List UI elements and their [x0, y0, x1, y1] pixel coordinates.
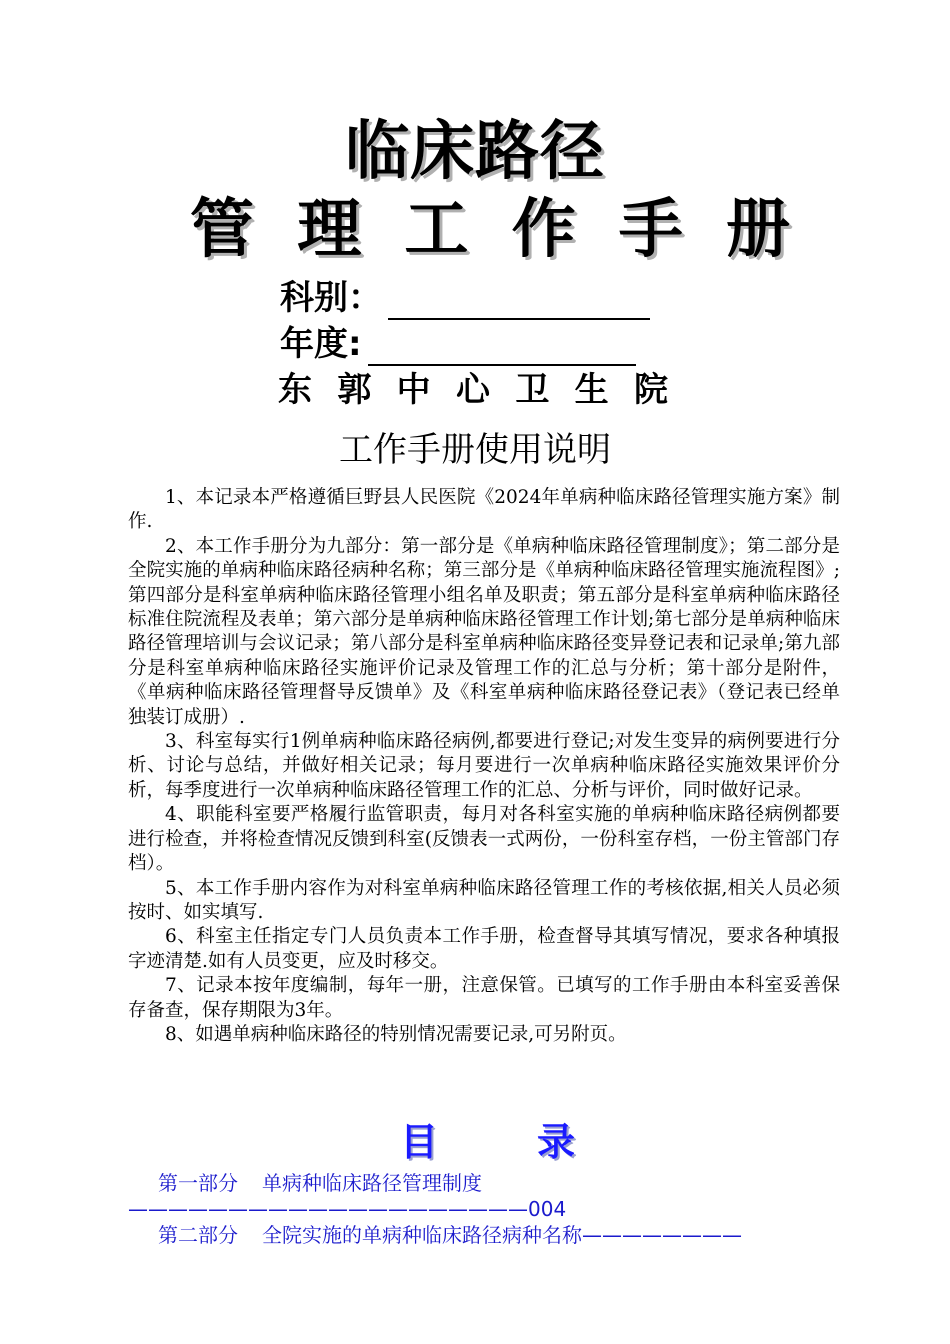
instruction-paragraph: 3、科室每实行1例单病种临床路径病例,都要进行登记;对发生变异的病例要进行分析、讨论与总结，并做好相关记录；每月要进行一次单病种临床路径实施效果评价分析，每季度进行一次单病种临床路径管理工作的汇总、分析与评价，同时做好记录。: [128, 731, 840, 801]
toc-item[interactable]: [128, 1170, 840, 1222]
year-blank-line[interactable]: [368, 330, 636, 366]
year-label: 年度:: [280, 324, 362, 364]
toc-page: 004: [528, 1197, 567, 1221]
cover-title-line2: [190, 190, 790, 270]
toc-item[interactable]: [128, 1222, 840, 1248]
hospital-char: 郭: [337, 370, 372, 410]
title-char: 工: [404, 193, 469, 267]
toc-title: [400, 1118, 575, 1166]
department-label: 科别：: [280, 278, 382, 318]
toc-name: 全院实施的单病种临床路径病种名称: [262, 1223, 582, 1247]
instruction-paragraph: 7、记录本按年度编制，每年一册，注意保管。已填写的工作手册由本科室妥善保存备查，保存期限为3年。: [128, 975, 840, 1021]
instruction-paragraph: 6、科室主任指定专门人员负责本工作手册，检查督导其填写情况，要求各种填报字迹清楚.如有人员变更，应及时移交。: [128, 926, 840, 972]
department-field: [280, 276, 650, 320]
hospital-char: 心: [455, 370, 490, 410]
instructions-body: [128, 486, 840, 1047]
department-blank-line[interactable]: [388, 284, 650, 320]
toc-part: 第一部分: [158, 1171, 238, 1195]
instruction-paragraph: 1、本记录本严格遵循巨野县人民医院《2024年单病种临床路径管理实施方案》制作.: [128, 487, 840, 533]
table-of-contents: [128, 1170, 840, 1248]
year-field: [280, 322, 636, 366]
toc-name: 单病种临床路径管理制度: [262, 1171, 482, 1195]
toc-part: 第二部分: [158, 1223, 238, 1247]
toc-leader: ————————: [582, 1223, 742, 1247]
title-char: 管: [190, 193, 254, 267]
hospital-char: 东: [278, 370, 312, 410]
instruction-paragraph: 8、如遇单病种临床路径的特别情况需要记录,可另附页。: [165, 1023, 627, 1045]
instruction-paragraph: 5、本工作手册内容作为对科室单病种临床路径管理工作的考核依据,相关人员必须按时、如实填写.: [128, 877, 840, 923]
title-char: 手: [618, 193, 683, 267]
hospital-char: 院: [633, 370, 668, 410]
cover-title-line1: 临床路径: [345, 115, 605, 189]
hospital-char: 生: [574, 370, 609, 410]
toc-title-char: 录: [536, 1120, 575, 1164]
hospital-char: 中: [396, 370, 431, 410]
title-char: 作: [511, 193, 576, 267]
title-char: 册: [725, 193, 790, 267]
toc-title-char: 目: [400, 1120, 439, 1164]
instructions-title: 工作手册使用说明: [339, 430, 611, 470]
hospital-char: 卫: [515, 370, 550, 410]
toc-leader: ————————————————————: [128, 1197, 528, 1221]
instruction-paragraph: 2、本工作手册分为九部分：第一部分是《单病种临床路径管理制度》；第二部分是全院实施的单病种临床路径病种名称；第三部分是《单病种临床路径管理实施流程图》;第四部分是科室单病种临床路径管理小组名单及职责；第五部分是科室单病种临床路径标准住院流程及表单；第六部分是单病种临床路径管理工作计划;第七部分是单病种临床路径管理培训与会议记录；第八部分是科室单病种临床路径变异登记表和记录单;第九部分是科室单病种临床路径实施评价记录及管理工作的汇总与分析；第十部分是附件，《单病种临床路径管理督导反馈单》及《科室单病种临床路径登记表》（登记表已经单独装订成册）.: [128, 535, 840, 728]
instruction-paragraph: 4、职能科室要严格履行监管职责，每月对各科室实施的单病种临床路径病例都要进行检查，并将检查情况反馈到科室(反馈表一式两份，一份科室存档，一份主管部门存档）。: [128, 804, 840, 875]
hospital-name: [278, 366, 668, 414]
title-char: 理: [297, 193, 362, 267]
